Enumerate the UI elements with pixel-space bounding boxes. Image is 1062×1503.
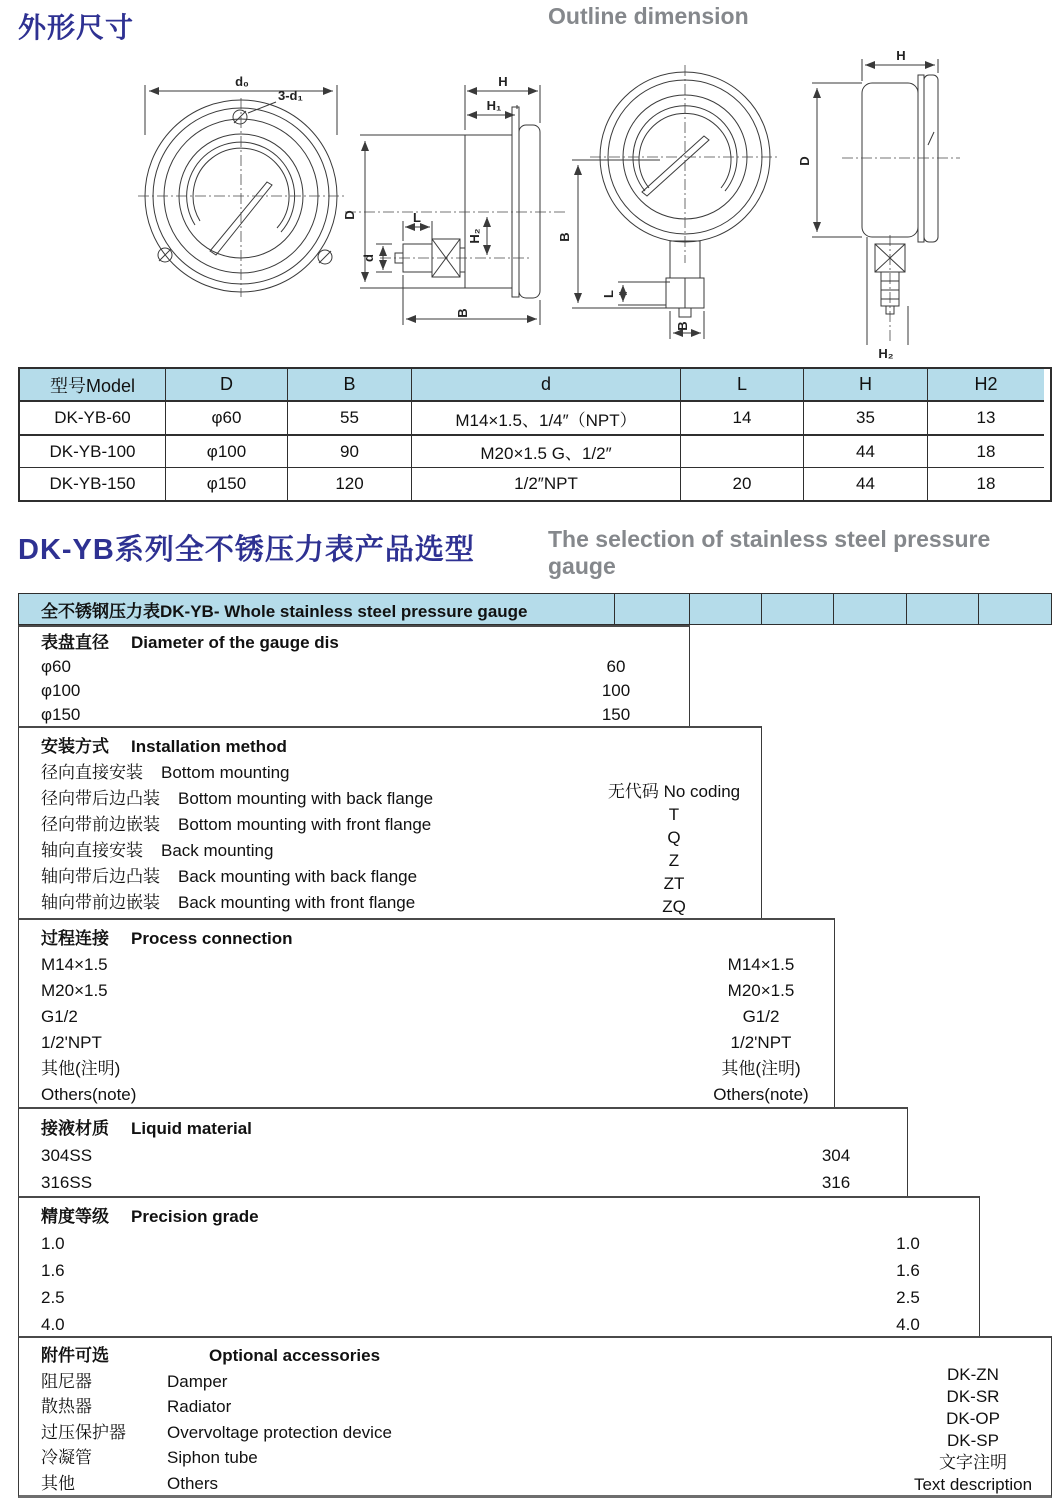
outline-drawing xyxy=(20,45,1055,363)
option-item-en: Bottom mounting xyxy=(161,763,290,782)
section-label-en: Liquid material xyxy=(131,1119,252,1138)
section-label-zh: 接液材质 xyxy=(41,1119,109,1138)
section-label-en: Optional accessories xyxy=(209,1346,381,1365)
dim-col-model: 型号Model xyxy=(20,369,165,402)
section-label-en: Precision grade xyxy=(131,1207,259,1226)
option-item-zh: 轴向带后边凸装 xyxy=(41,867,160,886)
table-cell: 120 xyxy=(287,467,411,500)
code-column-cell xyxy=(979,594,1051,624)
table-cell: φ100 xyxy=(165,434,287,467)
option-item-en: Back mounting xyxy=(161,841,274,860)
code-value: 316 xyxy=(821,1173,851,1192)
option-item-en: Overvoltage protection device xyxy=(167,1422,392,1442)
code-value: 4.0 xyxy=(896,1315,920,1334)
code-list xyxy=(676,952,846,1108)
table-cell: 1/2″NPT xyxy=(411,467,680,500)
code-column-cell xyxy=(615,594,690,624)
code-value: 2.5 xyxy=(896,1288,920,1307)
option-item-en: Damper xyxy=(167,1371,228,1391)
table-cell: M20×1.5 G、1/2″ xyxy=(411,434,680,467)
table-cell xyxy=(680,434,803,467)
option-item-en: Radiator xyxy=(167,1397,232,1416)
dim-label-d0: d₀ xyxy=(235,74,249,89)
option-item: φ100 xyxy=(41,681,81,700)
table-cell: 18 xyxy=(927,434,1044,467)
option-item: 316SS xyxy=(41,1173,93,1192)
code-column-cell xyxy=(690,594,762,624)
code-list xyxy=(576,655,656,727)
dim-label-B2: B xyxy=(557,232,572,242)
option-item-en: Siphon tube xyxy=(167,1448,258,1467)
table-cell: M14×1.5、1/4″（NPT） xyxy=(411,402,680,434)
option-item: 其他(注明) xyxy=(41,1059,121,1078)
code-value: G1/2 xyxy=(742,1007,780,1026)
table-cell: φ60 xyxy=(165,402,287,434)
selection-header-title: 全不锈钢压力表DK-YB- Whole stainless steel pressure gauge xyxy=(19,594,615,624)
section-label-zh: 安装方式 xyxy=(41,737,109,756)
option-item: 1.6 xyxy=(41,1261,65,1280)
code-column-cell xyxy=(907,594,979,624)
dim-label-D: D xyxy=(342,210,357,220)
page-title-zh: 外形尺寸 xyxy=(18,12,135,43)
option-item-zh: 阻尼器 xyxy=(41,1371,92,1391)
section-dial-diameter xyxy=(18,625,690,726)
table-cell: DK-YB-60 xyxy=(20,402,165,434)
dim-label-H2: H₂ xyxy=(467,228,482,244)
section-label-en: Diameter of the gauge dis xyxy=(131,633,339,652)
table-cell: 14 xyxy=(680,402,803,434)
code-column-cell xyxy=(762,594,835,624)
option-item: 1.0 xyxy=(41,1234,65,1253)
table-cell: φ150 xyxy=(165,467,287,500)
code-value: 1/2'NPT xyxy=(730,1033,792,1052)
section-label-en: Process connection xyxy=(131,929,293,948)
section-label-zh: 附件可选 xyxy=(41,1346,109,1365)
option-item: M20×1.5 xyxy=(41,981,108,1000)
table-cell: 44 xyxy=(803,434,927,467)
table-cell: 44 xyxy=(803,467,927,500)
table-cell: DK-YB-100 xyxy=(20,434,165,467)
selection-table-header xyxy=(18,593,1052,625)
option-item: 2.5 xyxy=(41,1288,65,1307)
option-item-zh: 径向带前边嵌装 xyxy=(41,815,160,834)
table-cell: 55 xyxy=(287,402,411,434)
option-item-en: Bottom mounting with front flange xyxy=(178,815,432,834)
side-view-back-mount xyxy=(342,74,568,325)
code-value: Q xyxy=(667,828,681,847)
option-item-zh: 散热器 xyxy=(41,1397,92,1416)
code-list xyxy=(776,1142,896,1196)
code-value: DK-SR xyxy=(946,1387,1000,1406)
option-item-en: Back mounting with front flange xyxy=(178,893,416,912)
option-item-zh: 其他 xyxy=(41,1473,75,1493)
code-value: DK-SP xyxy=(947,1431,999,1450)
table-cell: 90 xyxy=(287,434,411,467)
option-item: 1/2'NPT xyxy=(41,1033,102,1052)
selection-title-en: The selection of stainless steel pressure gauge xyxy=(548,526,991,579)
option-item-zh: 轴向带前边嵌装 xyxy=(41,893,160,912)
dim-col-D: D xyxy=(165,369,287,402)
dimension-table xyxy=(18,367,1052,502)
option-item-zh: 过压保护器 xyxy=(41,1422,126,1442)
option-item-zh: 径向直接安装 xyxy=(41,763,143,782)
code-value: 150 xyxy=(601,705,631,724)
code-value: 1.6 xyxy=(896,1261,920,1280)
code-value: 无代码 No coding xyxy=(607,782,741,801)
dim-col-H: H xyxy=(803,369,927,402)
dim-col-L: L xyxy=(680,369,803,402)
code-value: ZT xyxy=(663,874,685,893)
section-label-zh: 表盘直径 xyxy=(41,633,109,652)
code-column-cell xyxy=(834,594,907,624)
option-item: M14×1.5 xyxy=(41,955,108,974)
code-value: 60 xyxy=(606,657,626,676)
code-list xyxy=(848,1230,968,1338)
dim-col-H2: H2 xyxy=(927,369,1044,402)
dim-label-B3: B xyxy=(675,321,690,331)
dim-label-L: L xyxy=(413,210,421,225)
dim-label-H: H xyxy=(498,74,508,89)
front-view-bottom-mount xyxy=(557,65,780,339)
section-liquid-material xyxy=(18,1107,908,1196)
code-list xyxy=(589,780,759,918)
code-value: Z xyxy=(668,851,680,870)
table-cell: DK-YB-150 xyxy=(20,467,165,500)
option-item-en: Bottom mounting with back flange xyxy=(178,789,434,808)
option-item-en: Others xyxy=(167,1473,219,1493)
option-item-zh: 轴向直接安装 xyxy=(41,841,143,860)
dim-label-3d1: 3-d₁ xyxy=(278,88,303,103)
page-title-en: Outline dimension xyxy=(548,3,749,29)
code-value: 100 xyxy=(601,681,631,700)
front-view-flanged xyxy=(138,74,346,297)
option-item: φ60 xyxy=(41,657,71,676)
dim-col-B: B xyxy=(287,369,411,402)
dim-label-H1: H₁ xyxy=(486,98,502,113)
section-label-zh: 过程连接 xyxy=(41,929,109,948)
code-value: 其他(注明) xyxy=(721,1059,801,1078)
code-value: ZQ xyxy=(662,897,686,916)
section-installation-method xyxy=(18,726,762,918)
option-item-zh: 径向带后边凸装 xyxy=(41,789,160,808)
section-process-connection xyxy=(18,918,835,1107)
code-value: 文字注明 xyxy=(939,1453,1007,1472)
option-item: 4.0 xyxy=(41,1315,65,1334)
dim-label-L2: L xyxy=(601,290,616,298)
code-value: 1.0 xyxy=(896,1234,920,1253)
code-value: DK-ZN xyxy=(947,1365,999,1384)
section-label-en: Installation method xyxy=(131,737,287,756)
dim-label-B: B xyxy=(455,308,470,318)
code-value: M20×1.5 xyxy=(727,981,795,1000)
code-value: Text description xyxy=(913,1475,1033,1494)
selection-table xyxy=(18,593,1052,1498)
code-value: M14×1.5 xyxy=(727,955,795,974)
code-value: 304 xyxy=(821,1146,851,1165)
section-optional-accessories xyxy=(18,1336,1052,1498)
option-item: G1/2 xyxy=(41,1007,78,1026)
dim-label-H-2: H xyxy=(896,48,906,63)
dim-label-d: d xyxy=(361,254,376,262)
option-item-zh: 冷凝管 xyxy=(41,1448,92,1467)
option-item: Others(note) xyxy=(41,1085,137,1104)
table-cell: 35 xyxy=(803,402,927,434)
code-value: Others(note) xyxy=(713,1085,809,1104)
code-list xyxy=(878,1364,1062,1496)
side-view-bottom-mount xyxy=(797,48,960,361)
option-item-en: Back mounting with back flange xyxy=(178,867,418,886)
table-cell: 13 xyxy=(927,402,1044,434)
code-value: T xyxy=(668,805,680,824)
selection-title-zh: DK-YB系列全不锈压力表产品选型 xyxy=(18,534,475,566)
table-cell: 20 xyxy=(680,467,803,500)
dim-label-D-2: D xyxy=(797,156,812,166)
section-label-zh: 精度等级 xyxy=(41,1207,109,1226)
table-cell: 18 xyxy=(927,467,1044,500)
dim-col-d: d xyxy=(411,369,680,402)
code-value: DK-OP xyxy=(946,1409,1000,1428)
option-item: φ150 xyxy=(41,705,81,724)
section-precision-grade xyxy=(18,1196,980,1336)
option-item: 304SS xyxy=(41,1146,93,1165)
dim-label-H2-2: H₂ xyxy=(878,346,894,361)
